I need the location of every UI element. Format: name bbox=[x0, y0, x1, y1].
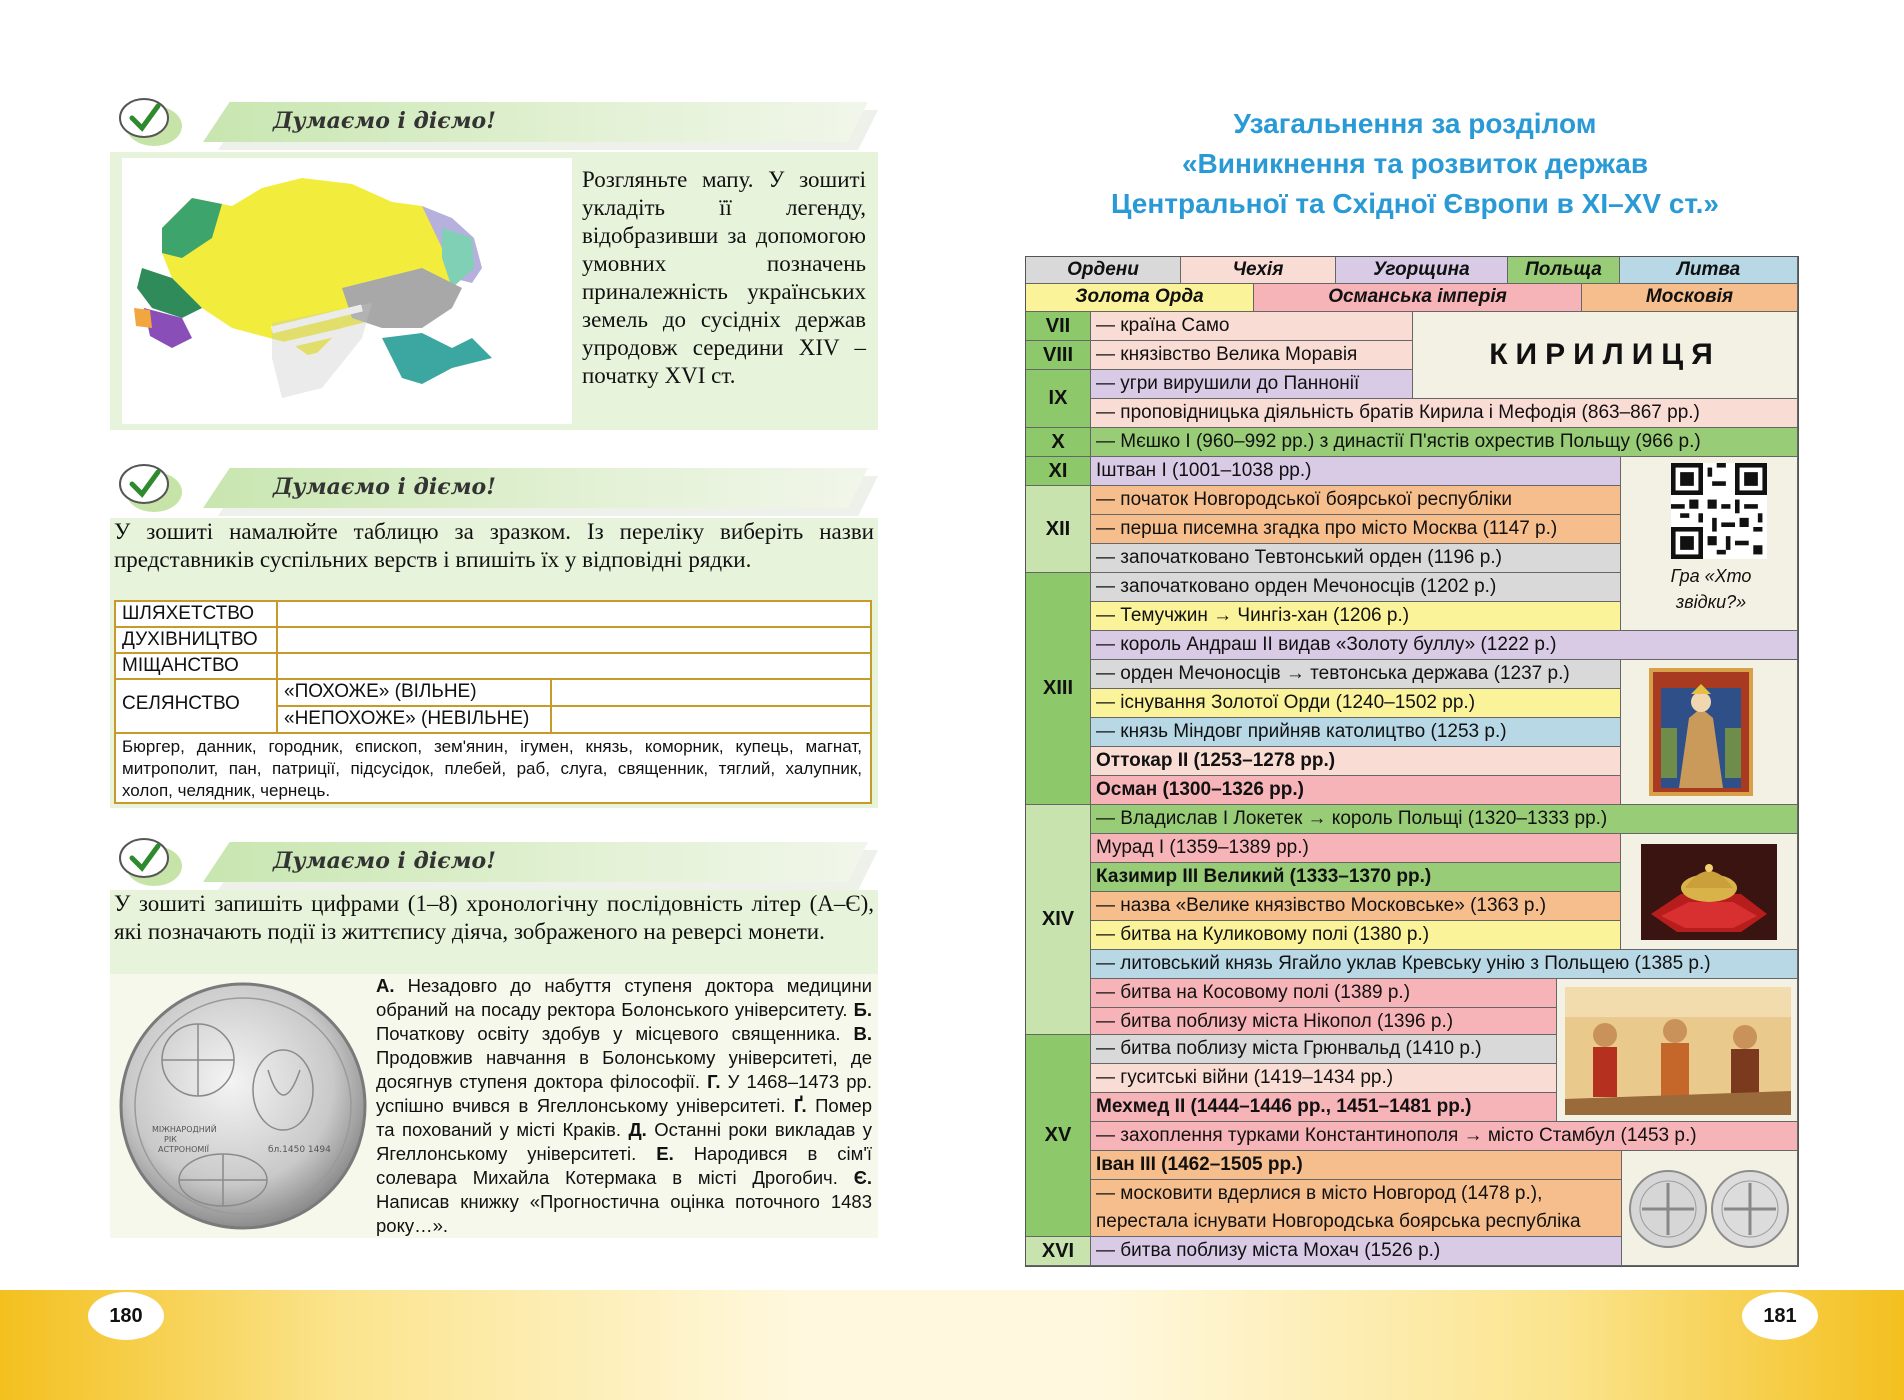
event-letter: Д. bbox=[628, 1119, 655, 1140]
event-row: — князівство Велика Моравія bbox=[1091, 341, 1413, 370]
table-cell: ДУХІВНИЦТВО bbox=[122, 629, 258, 650]
table-cell: «НЕПОХОЖЕ» (НЕВІЛЬНЕ) bbox=[284, 708, 530, 729]
event-row: Мурад І (1359–1389 рр.) bbox=[1091, 834, 1621, 863]
event-row: — початок Новгородської боярської республіки bbox=[1091, 486, 1621, 515]
event-row: — битва на Косовому полі (1389 р.) bbox=[1091, 979, 1557, 1008]
century-xvi: XVI bbox=[1026, 1237, 1091, 1266]
event-text: Написав книжку «Прогностична оцінка поточного 1483 року…». bbox=[376, 1191, 872, 1236]
event-row: — перша писемна згадка про місто Москва (1147 р.) bbox=[1091, 515, 1621, 544]
table-divider bbox=[276, 602, 278, 732]
event-line: — московити вдерлися в місто Новгород (1478 р.), bbox=[1096, 1183, 1543, 1204]
century-xiv: XIV bbox=[1026, 805, 1091, 1035]
century-xi: XI bbox=[1026, 457, 1091, 486]
event-row: — битва на Куликовому полі (1380 р.) bbox=[1091, 921, 1621, 950]
task1-box bbox=[110, 152, 878, 430]
event-row: — назва «Велике князівство Московське» (1363 р.) bbox=[1091, 892, 1621, 921]
check-speech-bubble-icon bbox=[118, 96, 184, 148]
coin-legend-3: АСТРОНОМІЇ bbox=[158, 1145, 209, 1154]
page-number-left: 180 bbox=[88, 1292, 164, 1340]
event-row: — країна Само bbox=[1091, 312, 1413, 341]
banner-title: Думаємо і діємо! bbox=[273, 108, 496, 134]
silver-coins-image bbox=[1626, 1163, 1794, 1253]
check-speech-bubble-icon bbox=[118, 836, 184, 888]
page-footer bbox=[0, 1290, 1904, 1400]
event-text: Останні роки викладав у Ягеллонському університеті. bbox=[376, 1119, 872, 1164]
table-row bbox=[116, 602, 870, 628]
event-text: Незадовго до набуття ступеня доктора медицини обраний на посаду ректора Болонського університету. bbox=[376, 975, 873, 1020]
table-cell: МІЩАНСТВО bbox=[122, 655, 239, 676]
banner-title: Думаємо і діємо! bbox=[273, 474, 496, 500]
century-xii: XII bbox=[1026, 486, 1091, 573]
event-row: Іван ІІІ (1462–1505 рр.) bbox=[1091, 1151, 1622, 1180]
event-row: — литовський князь Ягайло уклав Кревську унію з Польщею (1385 р.) bbox=[1091, 950, 1798, 979]
legend-muscovy: Московія bbox=[1582, 284, 1798, 312]
terms-list: Бюргер, данник, городник, єпископ, зем'янин, ігумен, князь, коморник, купець, магнат, митрополит, пан, патриції, підсусідок, плебей, раб, слуга, священник, тяглий, халупник, холоп, челядник, чернець. bbox=[122, 737, 862, 800]
task1-text: Розгляньте мапу. У зошиті укладіть її легенду, відобразивши за допомогою умовних позначень приналежність українських земель до сусідніх держав упродовж середини XIV – початку XVI ст. bbox=[582, 167, 866, 388]
event-row-multiline bbox=[1091, 1180, 1622, 1237]
banner-title: Думаємо і діємо! bbox=[273, 848, 496, 874]
event-row: — започатковано Тевтонський орден (1196 р.) bbox=[1091, 544, 1621, 573]
event-letter: В. bbox=[853, 1023, 872, 1044]
think-and-do-banner-3 bbox=[118, 836, 868, 888]
table-row bbox=[116, 680, 870, 734]
think-and-do-banner-2 bbox=[118, 462, 868, 514]
legend-hungary: Угорщина bbox=[1336, 257, 1508, 284]
event-letter: Є. bbox=[853, 1167, 872, 1188]
table-cell: «ПОХОЖЕ» (ВІЛЬНЕ) bbox=[284, 681, 477, 702]
task3-box bbox=[110, 890, 878, 1238]
century-xv: XV bbox=[1026, 1035, 1091, 1237]
legend-orders: Ордени bbox=[1026, 257, 1181, 284]
event-row: — захоплення турками Константинополя → місто Стамбул (1453 р.) bbox=[1091, 1122, 1798, 1151]
think-and-do-banner-1 bbox=[118, 96, 868, 148]
coin-legend-1: МІЖНАРОДНИЙ bbox=[152, 1125, 217, 1134]
qr-caption: Гра «Хто звідки?» bbox=[1670, 566, 1752, 612]
medieval-painting-image bbox=[1565, 987, 1791, 1115]
century-x: X bbox=[1026, 428, 1091, 457]
task3-text: У зошиті запишіть цифрами (1–8) хронологічну послідовність літер (А–Є), які позначають події із життєпису діяча, зображеного на реверсі монети. bbox=[114, 891, 874, 944]
qr-block bbox=[1621, 457, 1798, 631]
table-cell: СЕЛЯНСТВО bbox=[122, 693, 240, 714]
legend-poland: Польща bbox=[1508, 257, 1620, 284]
event-row: — гуситські війни (1419–1434 рр.) bbox=[1091, 1064, 1557, 1093]
century-ix: IX bbox=[1026, 370, 1091, 428]
event-letter: Б. bbox=[853, 999, 872, 1020]
title-line-3: Центральної та Східної Європи в XI–XV ст.» bbox=[1111, 188, 1719, 219]
illustration-cell-xiv bbox=[1621, 834, 1798, 950]
table-row bbox=[116, 654, 870, 680]
event-row: — Темучжин → Чингіз-хан (1206 р.) bbox=[1091, 602, 1621, 631]
chronology-table bbox=[1025, 256, 1799, 1267]
event-row: — битва поблизу міста Мохач (1526 р.) bbox=[1091, 1237, 1622, 1266]
event-row: — існування Золотої Орди (1240–1502 рр.) bbox=[1091, 689, 1621, 718]
century-xiii: XIII bbox=[1026, 573, 1091, 805]
task2-box bbox=[110, 518, 878, 808]
event-text: Народився в сім'ї солевара Михайла Котермака в місті Дрогобич. bbox=[376, 1143, 872, 1188]
event-line: перестала існувати Новгородська боярська республіка bbox=[1096, 1211, 1581, 1232]
event-row: Осман (1300–1326 рр.) bbox=[1091, 776, 1621, 805]
title-line-2: «Виникнення та розвиток держав bbox=[1181, 148, 1649, 179]
event-row: — король Андраш ІІ видав «Золоту буллу» (1222 р.) bbox=[1091, 631, 1798, 660]
legend-golden-horde: Золота Орда bbox=[1026, 284, 1254, 312]
kyrylytsia-cell bbox=[1413, 312, 1798, 399]
century-viii: VIII bbox=[1026, 341, 1091, 370]
legend-lithuania: Литва bbox=[1620, 257, 1798, 284]
illustration-cell-xiii bbox=[1621, 660, 1798, 805]
event-row: Мехмед ІІ (1444–1446 рр., 1451–1481 рр.) bbox=[1091, 1093, 1557, 1122]
table-row bbox=[116, 628, 870, 654]
event-row: — Владислав І Локетек → король Польщі (1320–1333 рр.) bbox=[1091, 805, 1798, 834]
event-row: — Мєшко І (960–992 рр.) з династії П'ястів охрестив Польщу (966 р.) bbox=[1091, 428, 1798, 457]
title-line-1: Узагальнення за розділом bbox=[1233, 108, 1597, 139]
event-text: Продовжив навчання в Болонському університеті, де досягнув ступеня доктора філософії. bbox=[376, 1047, 872, 1092]
table-cell: ШЛЯХЕТСТВО bbox=[122, 603, 255, 624]
table-divider bbox=[550, 680, 552, 732]
event-text: Помер та похований у місті Краків. bbox=[376, 1095, 872, 1140]
task3-events bbox=[376, 974, 872, 1238]
kotermak-coin bbox=[118, 980, 368, 1232]
qr-code-icon[interactable] bbox=[1671, 463, 1767, 559]
crown-image bbox=[1641, 844, 1777, 940]
section-summary-title bbox=[1020, 104, 1810, 224]
legend-bohemia: Чехія bbox=[1181, 257, 1336, 284]
kyrylytsia-label: КИРИЛИЦЯ bbox=[1489, 338, 1721, 371]
event-row: — битва поблизу міста Нікопол (1396 р.) bbox=[1091, 1008, 1557, 1035]
event-letter: Г. bbox=[707, 1071, 728, 1092]
event-row: Казимир ІІІ Великий (1333–1370 рр.) bbox=[1091, 863, 1621, 892]
illustration-cell-battle bbox=[1557, 979, 1798, 1122]
event-row: — угри вирушили до Паннонії bbox=[1091, 370, 1413, 399]
estates-table bbox=[114, 600, 872, 804]
event-letter: А. bbox=[376, 975, 408, 996]
event-row: Оттокар ІІ (1253–1278 рр.) bbox=[1091, 747, 1621, 776]
task2-text: У зошиті намалюйте таблицю за зразком. Із переліку виберіть назви представників суспільних верств і впишіть їх у відповідні рядки. bbox=[114, 519, 874, 572]
event-row: — проповідницька діяльність братів Кирила і Мефодія (863–867 рр.) bbox=[1091, 399, 1798, 428]
page-number-right: 181 bbox=[1742, 1292, 1818, 1340]
event-row: Іштван І (1001–1038 рр.) bbox=[1091, 457, 1621, 486]
event-row: — князь Міндовг прийняв католицтво (1253 р.) bbox=[1091, 718, 1621, 747]
legend-ottoman: Османська імперія bbox=[1254, 284, 1582, 312]
event-text: У 1468–1473 рр. успішно вчився в Ягеллонському університеті. bbox=[376, 1071, 872, 1116]
event-text: Початкову освіту здобув у місцевого священника. bbox=[376, 1023, 854, 1044]
event-letter: Е. bbox=[656, 1143, 694, 1164]
coin-legend-2: РІК bbox=[164, 1135, 177, 1144]
coin-years: бл.1450 1494 bbox=[268, 1145, 331, 1155]
event-row: — битва поблизу міста Грюнвальд (1410 р.) bbox=[1091, 1035, 1557, 1064]
event-letter: Ґ. bbox=[793, 1095, 816, 1116]
medieval-miniature-image bbox=[1649, 668, 1753, 796]
check-speech-bubble-icon bbox=[118, 462, 184, 514]
event-row: — орден Мечоносців → тевтонська держава (1237 р.) bbox=[1091, 660, 1621, 689]
illustration-cell-coins bbox=[1622, 1151, 1798, 1266]
century-vii: VII bbox=[1026, 312, 1091, 341]
ukraine-map bbox=[122, 158, 572, 424]
event-row: — започатковано орден Мечоносців (1202 р.) bbox=[1091, 573, 1621, 602]
